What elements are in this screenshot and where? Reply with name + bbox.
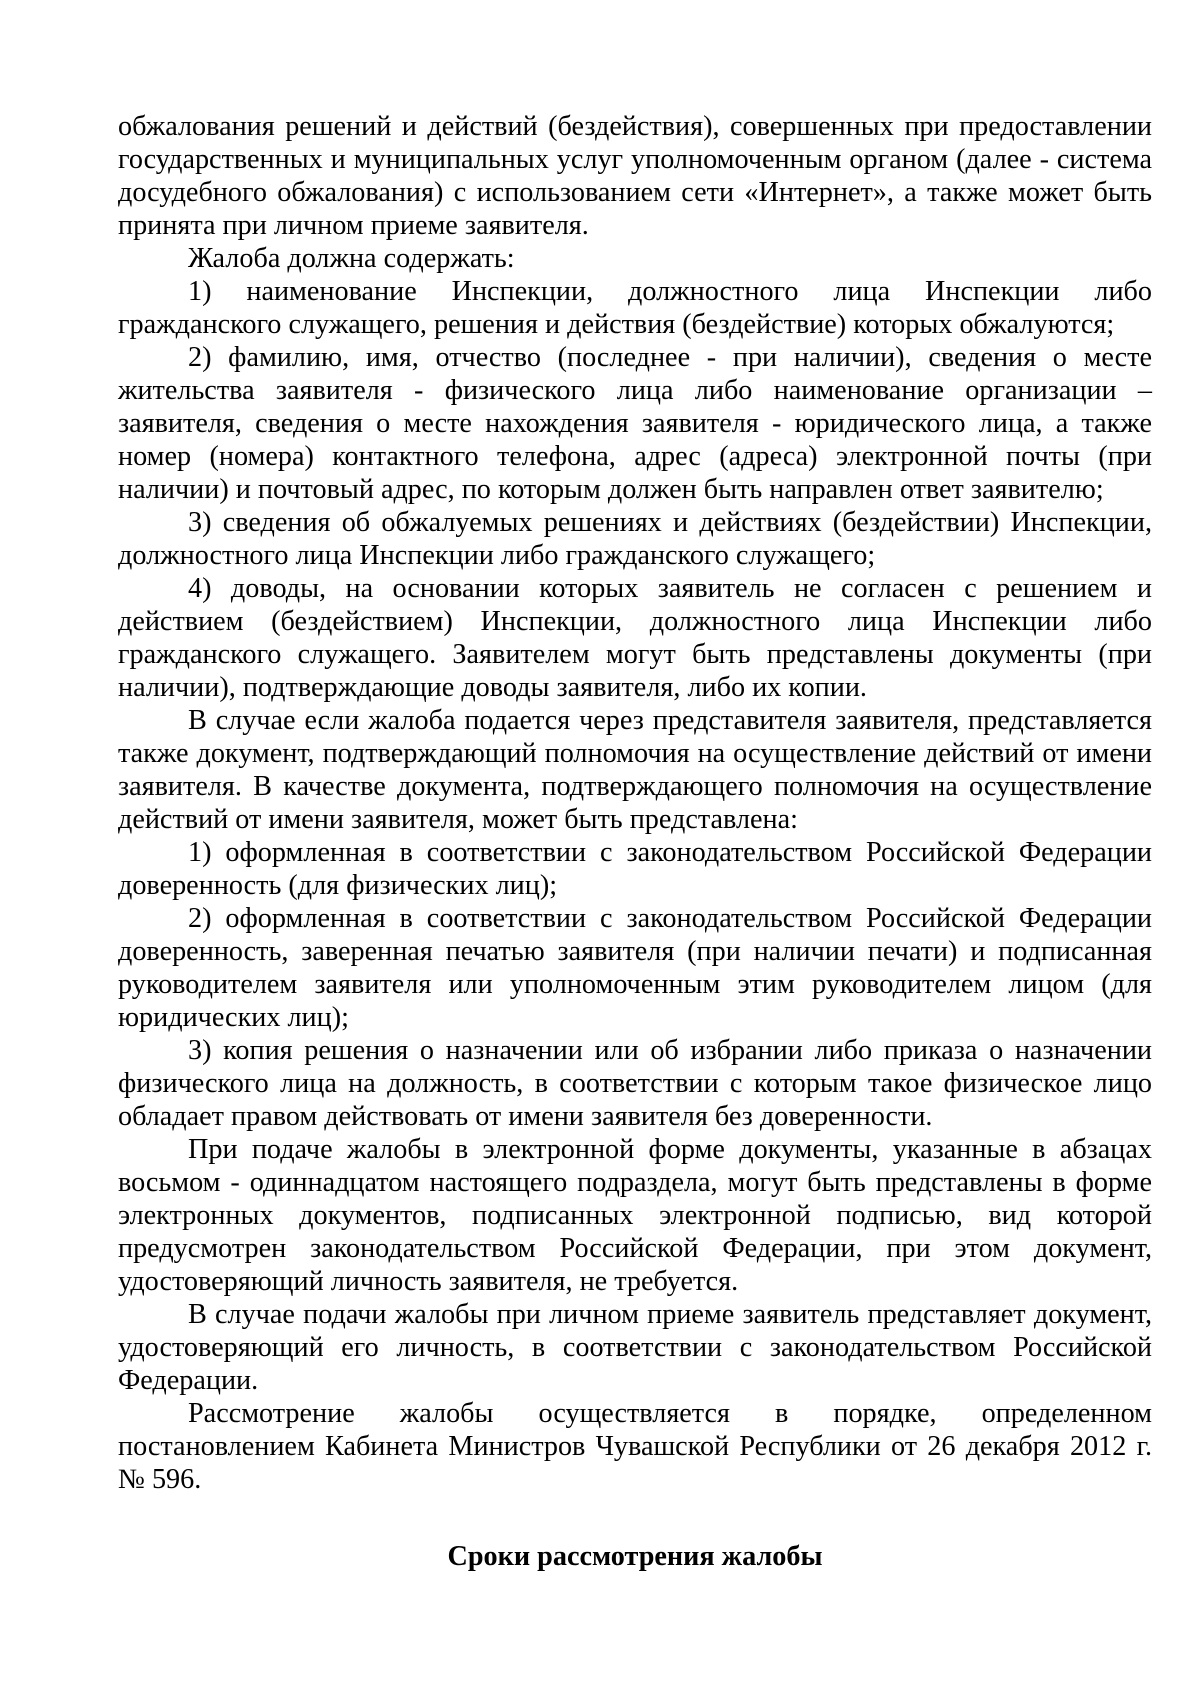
paragraph-complaint-contents-intro: Жалоба должна содержать: [188,243,515,274]
paragraph-list-item-2: 2) фамилию, имя, отчество (последнее - при наличии), сведения о месте жительства заявителя - физического лица либо наименование организации – заявителя, сведения о месте нахождения заявителя - юридического лица, а также номер (номера) контактного телефона, адрес (адреса) электронной почты (при наличии) и почтовый адрес, по которым должен быть направлен ответ заявителю; [118,342,1152,505]
paragraph-power-of-attorney-3: 3) копия решения о назначении или об избрании либо приказа о назначении физического лица на должность, в соответствии с которым такое физическое лицо обладает правом действовать от имени заявителя без доверенности. [118,1035,1152,1132]
document-page [118,110,1152,1573]
section-heading: Сроки рассмотрения жалобы [447,1541,823,1572]
paragraph-list-item-1: 1) наименование Инспекции, должностного лица Инспекции либо гражданского служащего, решения и действия (бездействие) которых обжалуются; [118,276,1152,340]
paragraph-electronic-form: При подаче жалобы в электронной форме документы, указанные в абзацах восьмом - одиннадцатом настоящего подраздела, могут быть представлены в форме электронных документов, подписанных электронной подписью, вид которой предусмотрен законодательством Российской Федерации, при этом документ, удостоверяющий личность заявителя, не требуется. [118,1134,1152,1297]
paragraph-consideration-order: Рассмотрение жалобы осуществляется в порядке, определенном постановлением Кабинета Министров Чувашской Республики от 26 декабря 2012 г. № 596. [118,1398,1152,1495]
paragraph-list-item-4: 4) доводы, на основании которых заявитель не согласен с решением и действием (бездействием) Инспекции, должностного лица Инспекции либо гражданского служащего. Заявителем могут быть представлены документы (при наличии), подтверждающие доводы заявителя, либо их копии. [118,573,1152,703]
paragraph-list-item-3: 3) сведения об обжалуемых решениях и действиях (бездействии) Инспекции, должностного лица Инспекции либо гражданского служащего; [118,507,1152,571]
paragraph-power-of-attorney-1: 1) оформленная в соответствии с законодательством Российской Федерации доверенность (для физических лиц); [118,837,1152,901]
paragraph-personal-reception: В случае подачи жалобы при личном приеме заявитель представляет документ, удостоверяющий его личность, в соответствии с законодательством Российской Федерации. [118,1299,1152,1396]
paragraph-representative: В случае если жалоба подается через представителя заявителя, представляется также документ, подтверждающий полномочия на осуществление действий от имени заявителя. В качестве документа, подтверждающего полномочия на осуществление действий от имени заявителя, может быть представлена: [118,705,1152,835]
paragraph-continuation: обжалования решений и действий (бездействия), совершенных при предоставлении государственных и муниципальных услуг уполномоченным органом (далее - система досудебного обжалования) с использованием сети «Интернет», а также может быть принята при личном приеме заявителя. [118,111,1152,241]
paragraph-power-of-attorney-2: 2) оформленная в соответствии с законодательством Российской Федерации доверенность, заверенная печатью заявителя (при наличии печати) и подписанная руководителем заявителя или уполномоченным этим руководителем лицом (для юридических лиц); [118,903,1152,1033]
